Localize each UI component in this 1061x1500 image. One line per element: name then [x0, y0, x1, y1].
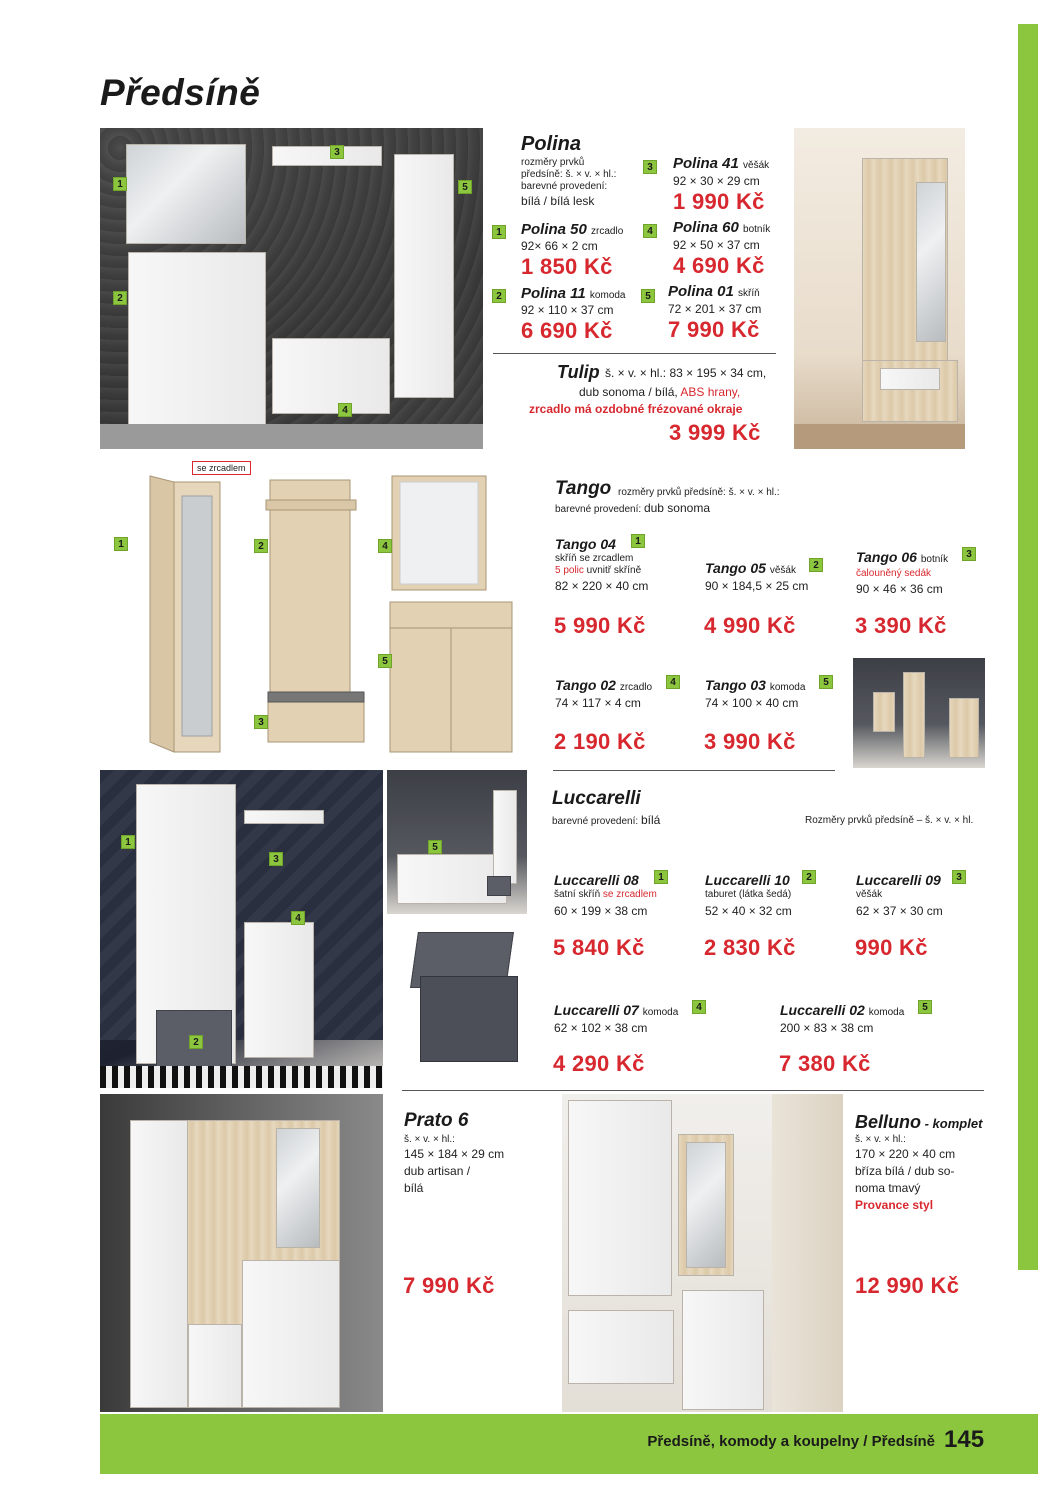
tango04-price: 5 990 Kč — [554, 613, 646, 638]
luccarelli09-price: 990 Kč — [855, 935, 928, 960]
polina50-name: Polina 50 zrcadlo — [521, 221, 624, 238]
luccarelli02-price: 7 380 Kč — [779, 1051, 871, 1076]
luccarelli09-line-1: věšák — [856, 889, 883, 900]
polina-desc-3: barevné provedení: — [521, 181, 608, 192]
polina01-dims: 72 × 201 × 37 cm — [668, 302, 762, 316]
polina-desc-1: rozměry prvků — [521, 157, 585, 168]
polina41-price: 1 990 Kč — [673, 189, 765, 214]
polina41-badge: 3 — [643, 160, 657, 174]
polina11-price: 6 690 Kč — [521, 318, 613, 343]
belluno-title: Belluno - komplet — [855, 1112, 983, 1132]
luccarelli08-price: 5 840 Kč — [553, 935, 645, 960]
tango03-dims: 74 × 100 × 40 cm — [705, 696, 799, 710]
luccarelli10-price: 2 830 Kč — [704, 935, 796, 960]
polina-photo — [100, 128, 483, 449]
luccarelli09-dims: 62 × 37 × 30 cm — [856, 904, 943, 918]
luccarelli-desc: barevné provedení: bílá — [552, 813, 661, 827]
prato-photo — [100, 1094, 383, 1412]
tulip-line-2: dub sonoma / bílá, ABS hrany, — [579, 385, 741, 399]
tango05-badge: 2 — [809, 558, 823, 572]
tango-desc-2: barevné provedení: dub sonoma — [555, 501, 710, 515]
polina-photo-badge-5: 5 — [458, 180, 472, 194]
tango04-line-2: 5 polic uvnitř skříně — [555, 565, 642, 576]
polina50-dims: 92× 66 × 2 cm — [521, 239, 598, 253]
tango-room-photo — [853, 658, 985, 768]
footer-breadcrumb: Předsíně, komody a koupelny / Předsíně — [647, 1433, 935, 1450]
luccarelli08-name: Luccarelli 08 — [554, 872, 639, 888]
polina-photo-badge-3: 3 — [330, 145, 344, 159]
polina-title: Polina — [521, 133, 582, 155]
luccarelli10-name: Luccarelli 10 — [705, 872, 790, 888]
tango05-price: 4 990 Kč — [704, 613, 796, 638]
luccarelli09-badge: 3 — [952, 870, 966, 884]
belluno-price: 12 990 Kč — [855, 1273, 960, 1298]
tango-title: Tango — [555, 478, 612, 499]
polina-photo-badge-2: 2 — [113, 291, 127, 305]
polina-divider — [493, 353, 776, 354]
luccarelli10-dims: 52 × 40 × 32 cm — [705, 904, 792, 918]
belluno-line-4: noma tmavý — [855, 1181, 921, 1195]
polina50-price: 1 850 Kč — [521, 254, 613, 279]
tango02-price: 2 190 Kč — [554, 729, 646, 754]
luccarelli02-badge: 5 — [918, 1000, 932, 1014]
tango06-price: 3 390 Kč — [855, 613, 947, 638]
luccarelli09-name: Luccarelli 09 — [856, 872, 941, 888]
luccarelli-main-photo — [100, 770, 383, 1088]
polina-color: bílá / bílá lesk — [521, 194, 595, 208]
tango03-badge: 5 — [819, 675, 833, 689]
luccarelli-stool-photo — [408, 926, 528, 1068]
polina-photo-badge-1: 1 — [113, 177, 127, 191]
luccarelli-photo-badge-2: 2 — [189, 1035, 203, 1049]
tango-photo-badge-3: 3 — [254, 715, 268, 729]
tango05-name: Tango 05 věšák — [705, 560, 796, 576]
tulip-name: Tulip — [557, 362, 600, 382]
tulip-price: 3 999 Kč — [669, 420, 761, 445]
belluno-line-5: Provance styl — [855, 1198, 934, 1212]
prato-line-1: š. × v. × hl.: — [404, 1134, 455, 1145]
luccarelli-photo-badge-3: 3 — [269, 852, 283, 866]
polina01-badge: 5 — [641, 289, 655, 303]
belluno-photo — [562, 1094, 843, 1412]
luccarelli02-dims: 200 × 83 × 38 cm — [780, 1021, 874, 1035]
green-side-bar — [1018, 24, 1038, 1270]
polina11-name: Polina 11 komoda — [521, 285, 626, 302]
tango-mirror-callout: se zrcadlem — [192, 461, 251, 475]
prato-price: 7 990 Kč — [403, 1273, 495, 1298]
luccarelli07-badge: 4 — [692, 1000, 706, 1014]
tango-furniture-drawings — [110, 460, 520, 760]
luccarelli07-dims: 62 × 102 × 38 cm — [554, 1021, 648, 1035]
tango-photo-badge-4: 4 — [378, 539, 392, 553]
polina01-name: Polina 01 skříň — [668, 283, 760, 300]
luccarelli-photo-badge-1: 1 — [121, 835, 135, 849]
polina-photo-badge-4: 4 — [338, 403, 352, 417]
tango02-dims: 74 × 117 × 4 cm — [555, 696, 641, 710]
tango06-dims: 90 × 46 × 36 cm — [856, 582, 943, 596]
luccarelli-title: Luccarelli — [552, 788, 641, 809]
tango04-dims: 82 × 220 × 40 cm — [555, 579, 649, 593]
tango-divider — [553, 770, 835, 771]
tango04-name: Tango 04 — [555, 536, 616, 552]
polina11-badge: 2 — [492, 289, 506, 303]
luccarelli10-line-1: taburet (látka šedá) — [705, 889, 792, 900]
luccarelli08-line-1: šatní skříň se zrcadlem — [554, 889, 657, 900]
tulip-line-3: zrcadlo má ozdobné frézované okraje — [529, 402, 743, 416]
polina60-dims: 92 × 50 × 37 cm — [673, 238, 760, 252]
luccarelli-dims-note: Rozměry prvků předsíně – š. × v. × hl. — [805, 815, 974, 826]
polina60-name: Polina 60 botník — [673, 219, 771, 236]
luccarelli07-name: Luccarelli 07 komoda — [554, 1002, 679, 1018]
polina11-dims: 92 × 110 × 37 cm — [521, 303, 614, 317]
tango-photo-badge-1: 1 — [114, 537, 128, 551]
tango06-badge: 3 — [962, 547, 976, 561]
polina41-dims: 92 × 30 × 29 cm — [673, 174, 760, 188]
luccarelli-divider — [402, 1090, 984, 1091]
tango02-badge: 4 — [666, 675, 680, 689]
luccarelli07-price: 4 290 Kč — [553, 1051, 645, 1076]
tango-photo-badge-2: 2 — [254, 539, 268, 553]
luccarelli02-name: Luccarelli 02 komoda — [780, 1002, 905, 1018]
luccarelli08-dims: 60 × 199 × 38 cm — [554, 904, 648, 918]
polina60-price: 4 690 Kč — [673, 253, 765, 278]
polina60-badge: 4 — [643, 224, 657, 238]
polina-desc-2: předsíně: š. × v. × hl.: — [521, 169, 617, 180]
luccarelli08-badge: 1 — [654, 870, 668, 884]
tango-desc-1: rozměry prvků předsíně: š. × v. × hl.: — [618, 487, 780, 498]
page-title: Předsíně — [100, 72, 261, 113]
tango04-line-1: skříň se zrcadlem — [555, 553, 634, 564]
polina50-badge: 1 — [492, 225, 506, 239]
luccarelli-photo-badge-5: 5 — [428, 840, 442, 854]
tango02-name: Tango 02 zrcadlo — [555, 677, 653, 693]
polina41-name: Polina 41 věšák — [673, 155, 770, 172]
belluno-line-1: š. × v. × hl.: — [855, 1134, 906, 1145]
tango03-name: Tango 03 komoda — [705, 677, 806, 693]
tango05-dims: 90 × 184,5 × 25 cm — [705, 579, 809, 593]
prato-title: Prato 6 — [404, 1110, 469, 1131]
luccarelli10-badge: 2 — [802, 870, 816, 884]
luccarelli-room-photo — [387, 770, 527, 914]
prato-line-4: bílá — [404, 1181, 424, 1195]
prato-line-3: dub artisan / — [404, 1164, 471, 1178]
polina01-price: 7 990 Kč — [668, 317, 760, 342]
tango03-price: 3 990 Kč — [704, 729, 796, 754]
tulip-photo — [794, 128, 965, 449]
tango-photo-badge-5: 5 — [378, 654, 392, 668]
page-number: 145 — [944, 1426, 985, 1453]
tango06-line-1: čalouněný sedák — [856, 568, 932, 579]
tango06-name: Tango 06 botník — [856, 549, 949, 565]
belluno-line-2: 170 × 220 × 40 cm — [855, 1147, 956, 1161]
tango04-badge: 1 — [631, 534, 645, 548]
prato-line-2: 145 × 184 × 29 cm — [404, 1147, 505, 1161]
luccarelli-photo-badge-4: 4 — [291, 911, 305, 925]
belluno-line-3: bříza bílá / dub so- — [855, 1164, 955, 1178]
tulip-line-1: š. × v. × hl.: 83 × 195 × 34 cm, — [605, 366, 767, 380]
